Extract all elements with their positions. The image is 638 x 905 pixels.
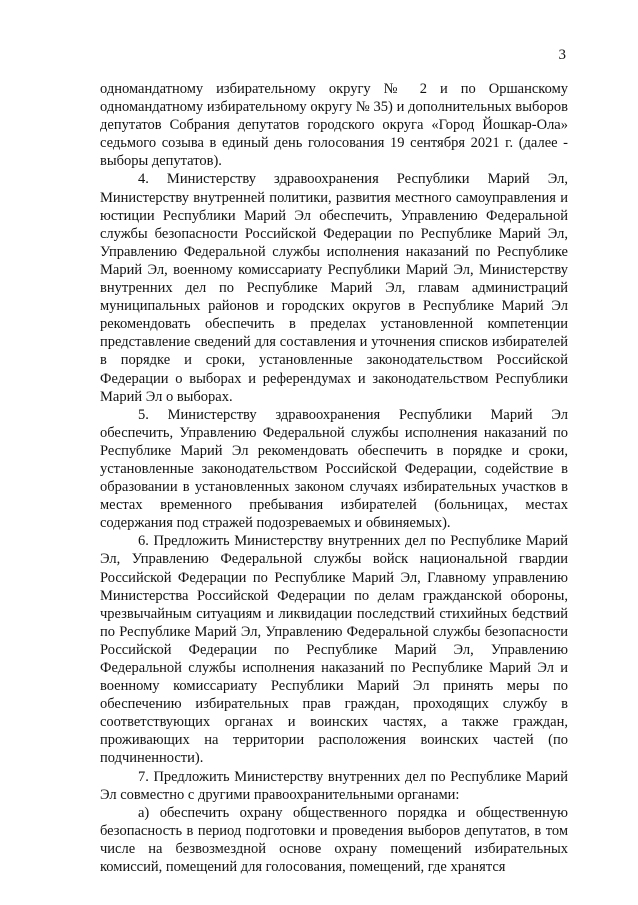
- paragraph-item-7a: а) обеспечить охрану общественного порядка и общественную безопасность в период подготовки и проведения выборов депутатов, в том числе на безвозмездной основе охрану помещений избирательных комиссий, помещений для голосования, помещений, где хранятся: [100, 804, 568, 876]
- paragraph-item-7: 7. Предложить Министерству внутренних дел по Республике Марий Эл совместно с другими правоохранительными органами:: [100, 768, 568, 803]
- paragraph-item-4: 4. Министерству здравоохранения Республики Марий Эл, Министерству внутренней политики, развития местного самоуправления и юстиции Республики Марий Эл обеспечить, Управлению Федеральной службы безопасности Российской Федерации по Республике Марий Эл, Управлению Федеральной службы исполнения наказаний по Республике Марий Эл, военному комиссариату Республики Марий Эл, Министерству внутренних дел по Республике Марий Эл, главам администраций муниципальных районов и городских округов в Республике Марий Эл рекомендовать обеспечить в пределах установленной компетенции представление сведений для составления и уточнения списков избирателей в порядке и сроки, установленные законодательством Российской Федерации о выборах и референдумах и законодательством Республики Марий Эл о выборах.: [100, 171, 568, 405]
- paragraph-item-5: 5. Министерству здравоохранения Республики Марий Эл обеспечить, Управлению Федеральной службы исполнения наказаний по Республике Марий Эл рекомендовать обеспечить в порядке и сроки, установленные законодательством Российской Федерации, содействие в образовании в установленных законом случаях избирательных участков в местах временного пребывания избирателей (больницах, местах содержания под стражей подозреваемых и обвиняемых).: [100, 406, 568, 532]
- page-number: 3: [558, 47, 566, 63]
- document-body: [100, 80, 568, 876]
- paragraph-item-6: 6. Предложить Министерству внутренних дел по Республике Марий Эл, Управлению Федеральной службы войск национальной гвардии Российской Федерации по Республике Марий Эл, Главному управлению Министерства Российской Федерации по делам гражданской обороны, чрезвычайным ситуациям и ликвидации последствий стихийных бедствий по Республике Марий Эл, Управлению Федеральной службы безопасности Российской Федерации по Республике Марий Эл, Управлению Федеральной службы исполнения наказаний по Республике Марий Эл и военному комиссариату Республики Марий Эл принять меры по обеспечению избирательных прав граждан, проходящих службу в соответствующих органах и воинских частях, а также граждан, проживающих на территории расположения воинских частей (по подчиненности).: [100, 533, 568, 767]
- paragraph-continuation: одномандатному избирательному округу № 2 и по Оршанскому одномандатному избирательному округу № 35) и дополнительных выборов депутатов Собрания депутатов городского округа «Город Йошкар-Ола» седьмого созыва в единый день голосования 19 сентября 2021 г. (далее - выборы депутатов).: [100, 81, 568, 170]
